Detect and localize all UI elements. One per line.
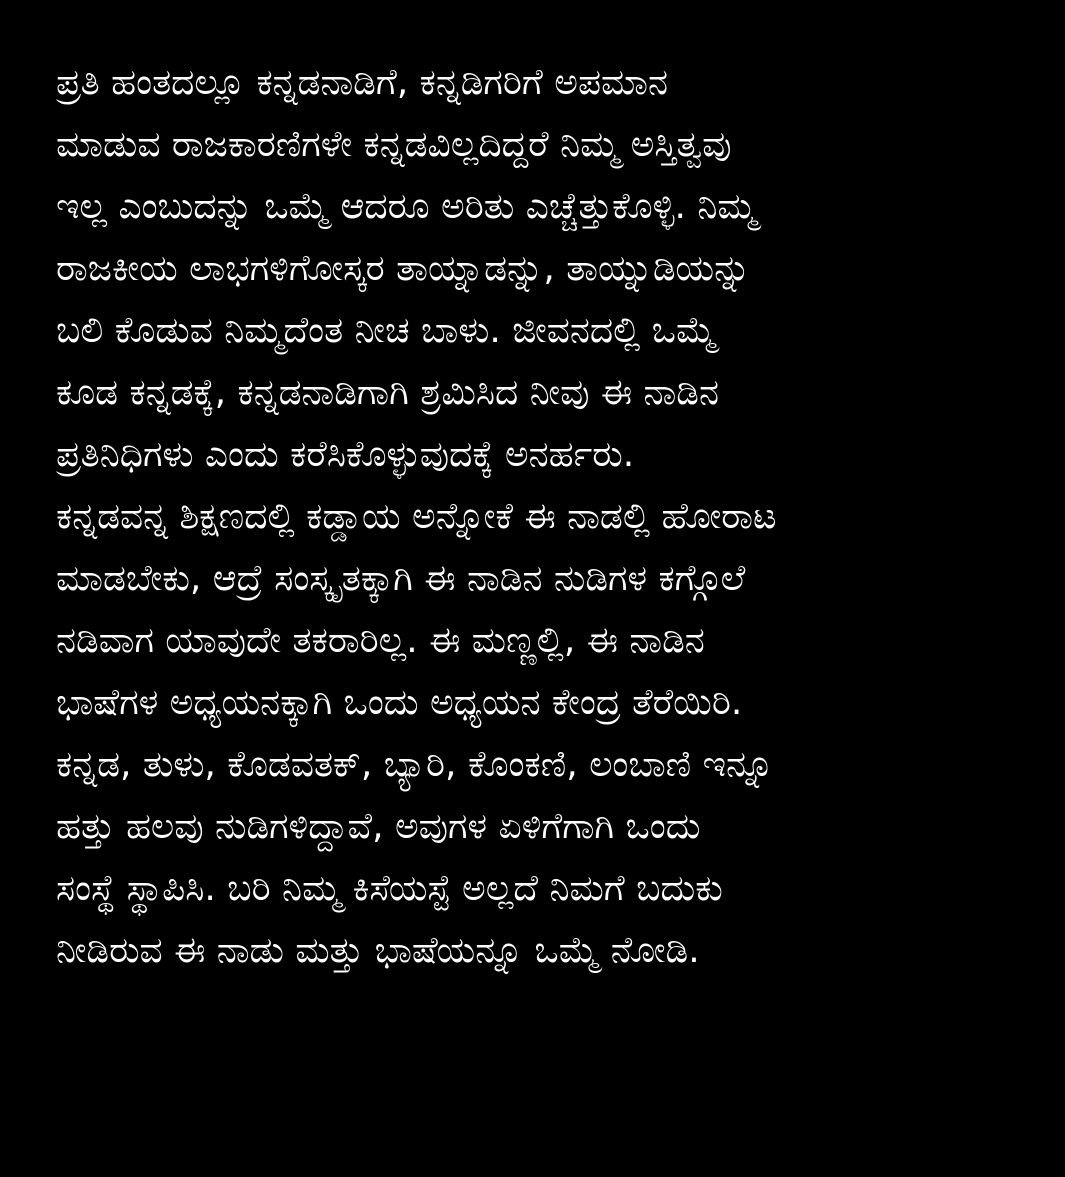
text-line: ನೀಡಿರುವ ಈ ನಾಡು ಮತ್ತು ಭಾಷೆಯನ್ನೂ ಒಮ್ಮೆ ನೋಡಿ. [56,930,700,971]
text-line: ಇಲ್ಲ ಎಂಬುದನ್ನು ಒಮ್ಮೆ ಆದರೂ ಅರಿತು ಎಚ್ಚೆತ್ತುಕೊಳ್ಳಿ. ನಿಮ್ಮ [56,186,757,227]
text-line: ಪ್ರತಿನಿಧಿಗಳು ಎಂದು ಕರೆಸಿಕೊಳ್ಳುವುದಕ್ಕೆ ಅನರ್ಹರು. [56,434,635,475]
text-line: ಮಾಡಬೇಕು, ಆದ್ರೆ ಸಂಸ್ಕೃತಕ್ಕಾಗಿ ಈ ನಾಡಿನ ನುಡಿಗಳ ಕಗ್ಗೊಲೆ [56,558,746,599]
text-line: ಭಾಷೆಗಳ ಅಧ್ಯಯನಕ್ಕಾಗಿ ಒಂದು ಅಧ್ಯಯನ ಕೇಂದ್ರ ತೆರೆಯಿರಿ. [56,682,743,723]
text-line: ರಾಜಕೀಯ ಲಾಭಗಳಿಗೋಸ್ಕರ ತಾಯ್ನಾಡನ್ನು, ತಾಯ್ನುಡಿಯನ್ನು [56,248,751,289]
text-line: ನಡಿವಾಗ ಯಾವುದೇ ತಕರಾರಿಲ್ಲ. ಈ ಮಣ್ಣಲ್ಲಿ, ಈ ನಾಡಿನ [56,620,705,661]
text-line: ಕನ್ನಡವನ್ನ ಶಿಕ್ಷಣದಲ್ಲಿ ಕಡ್ಡಾಯ ಅನ್ನೋಕೆ ಈ ನಾಡಲ್ಲಿ ಹೋರಾಟ [56,496,777,537]
text-line: ಕನ್ನಡ, ತುಳು, ಕೊಡವತಕ್, ಬ್ಯಾರಿ, ಕೊಂಕಣಿ, ಲಂಬಾಣಿ ಇನ್ನೂ [56,744,774,785]
text-line: ಪ್ರತಿ ಹಂತದಲ್ಲೂ ಕನ್ನಡನಾಡಿಗೆ, ಕನ್ನಡಿಗರಿಗೆ ಅಪಮಾನ [56,62,669,103]
text-line: ಕೂಡ ಕನ್ನಡಕ್ಕೆ, ಕನ್ನಡನಾಡಿಗಾಗಿ ಶ್ರಮಿಸಿದ ನೀವು ಈ ನಾಡಿನ [56,372,719,413]
text-line: ಸಂಸ್ಥೆ ಸ್ಥಾಪಿಸಿ. ಬರಿ ನಿಮ್ಮ ಕಿಸೆಯಸ್ಟೆ ಅಲ್ಲದೆ ನಿಮಗೆ ಬದುಕು [56,868,723,909]
text-line: ಬಲಿ ಕೊಡುವ ನಿಮ್ಮದೆಂತ ನೀಚ ಬಾಳು. ಜೀವನದಲ್ಲಿ ಒಮ್ಮೆ [56,310,717,351]
text-line: ಮಾಡುವ ರಾಜಕಾರಣಿಗಳೇ ಕನ್ನಡವಿಲ್ಲದಿದ್ದರೆ ನಿಮ್ಮ ಅಸ್ತಿತ್ವವು [56,124,732,165]
paragraph-text [56,52,1036,982]
text-line: ಹತ್ತು ಹಲವು ನುಡಿಗಳಿದ್ದಾವೆ, ಅವುಗಳ ಏಳಿಗೆಗಾಗಿ ಒಂದು [56,806,701,847]
